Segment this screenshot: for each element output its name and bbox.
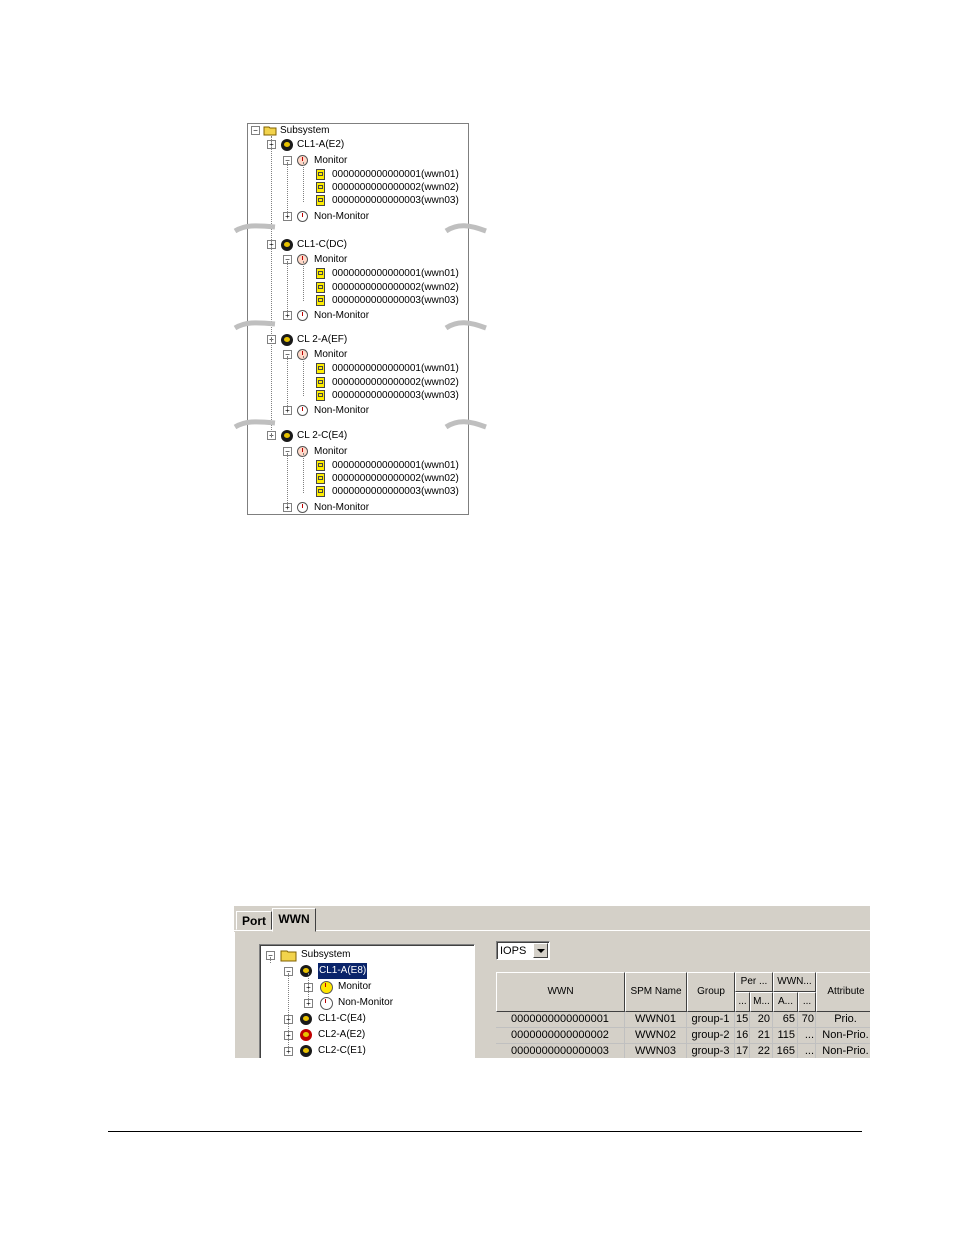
tab-strip-border	[234, 930, 870, 931]
wwn-label: 0000000000000002(wwn02)	[332, 182, 459, 193]
column-header-wwn[interactable]: WWN	[496, 972, 625, 1012]
column-header-wwn-sub1[interactable]: A...	[773, 992, 798, 1012]
tree-connector	[287, 356, 288, 408]
cell-value: ...	[798, 1044, 816, 1058]
non-monitor-clock-icon	[297, 310, 308, 321]
column-header-attribute[interactable]: Attribute	[816, 972, 870, 1012]
cell-value: 70	[798, 1012, 816, 1028]
tree-connector	[303, 453, 304, 493]
subsystem-tree[interactable]	[259, 944, 475, 1058]
monitor-label: Monitor	[314, 349, 348, 360]
expand-icon[interactable]: +	[284, 1047, 293, 1056]
port-icon	[281, 239, 293, 251]
cell-value: 65	[773, 1012, 798, 1028]
tree-connector	[287, 453, 288, 505]
cell-wwn: 0000000000000003	[496, 1044, 625, 1058]
tree-connector	[287, 162, 288, 214]
column-header-group[interactable]: Group	[687, 972, 735, 1012]
cell-value: 17	[735, 1044, 750, 1058]
cell-spm-name: WWN01	[625, 1012, 687, 1028]
tree-non-monitor-item[interactable]	[248, 404, 468, 418]
cell-attribute: Prio.	[816, 1012, 870, 1028]
cell-spm-name: WWN03	[625, 1044, 687, 1058]
tab-port[interactable]: Port	[236, 911, 272, 930]
cell-value: 16	[735, 1028, 750, 1044]
wwn-window	[234, 905, 870, 1058]
monitor-clock-icon	[320, 981, 333, 994]
tree-wwn-item[interactable]	[248, 459, 468, 473]
cell-value: 165	[773, 1044, 798, 1058]
tree-connector	[303, 162, 304, 202]
wwn-icon	[316, 363, 325, 374]
tree-wwn-item[interactable]	[248, 168, 468, 182]
tree-wwn-item[interactable]	[248, 389, 468, 403]
port-icon	[300, 965, 312, 977]
tree-wwn-item[interactable]	[248, 267, 468, 281]
wwn-label: 0000000000000001(wwn01)	[332, 460, 459, 471]
non-monitor-label: Non-Monitor	[314, 405, 370, 416]
non-monitor-label: Non-Monitor	[314, 211, 370, 222]
column-header-spm-name[interactable]: SPM Name	[625, 972, 687, 1012]
collapse-icon[interactable]: −	[283, 255, 292, 264]
wwn-icon	[316, 460, 325, 471]
non-monitor-label: Non-Monitor	[338, 997, 394, 1008]
non-monitor-clock-icon	[297, 405, 308, 416]
wwn-icon	[316, 282, 325, 293]
tab-wwn[interactable]: WWN	[272, 908, 316, 932]
cell-attribute: Non-Prio.	[816, 1044, 870, 1058]
port-icon	[281, 139, 293, 151]
monitor-label: Monitor	[314, 155, 348, 166]
non-monitor-label: Non-Monitor	[314, 502, 370, 513]
port-label: CL1-C(DC)	[297, 239, 347, 250]
tree-wwn-item[interactable]	[248, 181, 468, 195]
column-header-wwn-group[interactable]: WWN...	[773, 972, 816, 992]
selected-port-label: CL1-A(E8)	[318, 963, 367, 979]
wwn-label: 0000000000000001(wwn01)	[332, 169, 459, 180]
collapse-icon[interactable]: −	[284, 967, 293, 976]
tree-root-label: Subsystem	[280, 125, 330, 136]
port-label: CL1-A(E2)	[297, 139, 345, 150]
wwn-label: 0000000000000002(wwn02)	[332, 377, 459, 388]
port-error-icon	[300, 1029, 312, 1041]
collapse-icon[interactable]: −	[283, 447, 292, 456]
non-monitor-clock-icon	[320, 997, 333, 1010]
wwn-label: 0000000000000003(wwn03)	[332, 195, 459, 206]
tree-root[interactable]	[248, 124, 468, 138]
expand-icon[interactable]: +	[267, 335, 276, 344]
tree-wwn-item[interactable]	[248, 376, 468, 390]
metric-select[interactable]	[496, 941, 550, 960]
tree-connector	[303, 261, 304, 301]
folder-icon	[280, 948, 297, 968]
wwn-label: 0000000000000002(wwn02)	[332, 282, 459, 293]
tree-connector	[270, 957, 271, 963]
wwn-icon	[316, 195, 325, 206]
tab-panel	[234, 932, 870, 1058]
footer-divider	[108, 1131, 862, 1132]
folder-icon	[263, 125, 277, 136]
wwn-icon	[316, 295, 325, 306]
wwn-label: 0000000000000001(wwn01)	[332, 363, 459, 374]
wwn-label: 0000000000000003(wwn03)	[332, 486, 459, 497]
tree-connector	[303, 356, 304, 396]
wwn-label: 0000000000000003(wwn03)	[332, 295, 459, 306]
wwn-icon	[316, 473, 325, 484]
column-header-per-sub1[interactable]: ...	[735, 992, 750, 1012]
chevron-down-icon[interactable]	[533, 943, 548, 958]
port-label: CL2-A(E2)	[318, 1029, 366, 1040]
wwn-label: 0000000000000003(wwn03)	[332, 390, 459, 401]
expand-icon[interactable]: +	[283, 212, 292, 221]
tree-monitor-item[interactable]	[248, 445, 468, 459]
tree-wwn-item[interactable]	[248, 294, 468, 308]
expand-icon[interactable]: +	[304, 999, 313, 1008]
wwn-label: 0000000000000002(wwn02)	[332, 473, 459, 484]
column-header-per-sub2[interactable]: M...	[750, 992, 773, 1012]
tree-root-label: Subsystem	[301, 949, 351, 960]
cell-spm-name: WWN02	[625, 1028, 687, 1044]
cell-group: group-3	[687, 1044, 735, 1058]
expand-icon[interactable]: +	[284, 1031, 293, 1040]
port-label: CL1-C(E4)	[318, 1013, 366, 1024]
break-mark-icon	[233, 221, 277, 235]
cell-group: group-1	[687, 1012, 735, 1028]
break-mark-icon	[444, 318, 488, 332]
metric-select-value: IOPS	[500, 945, 527, 957]
column-header-wwn-sub2[interactable]: ...	[798, 992, 816, 1012]
wwn-icon	[316, 182, 325, 193]
expand-icon[interactable]: +	[267, 240, 276, 249]
cell-value: 22	[750, 1044, 773, 1058]
tree-port-item[interactable]	[248, 238, 468, 252]
wwn-label: 0000000000000001(wwn01)	[332, 268, 459, 279]
port-label: CL 2-C(E4)	[297, 430, 348, 441]
cell-wwn: 0000000000000001	[496, 1012, 625, 1028]
cell-group: group-2	[687, 1028, 735, 1044]
break-mark-icon	[444, 417, 488, 431]
tree-port-item[interactable]	[248, 429, 468, 443]
tree-connector	[287, 261, 288, 313]
non-monitor-clock-icon	[297, 502, 308, 513]
expand-icon[interactable]: +	[283, 311, 292, 320]
wwn-icon	[316, 268, 325, 279]
wwn-icon	[316, 169, 325, 180]
cell-wwn: 0000000000000002	[496, 1028, 625, 1044]
tree-wwn-item[interactable]	[248, 362, 468, 376]
tree-wwn-item[interactable]	[248, 194, 468, 208]
port-label: CL 2-A(EF)	[297, 334, 348, 345]
expand-icon[interactable]: +	[283, 406, 292, 415]
expand-icon[interactable]: +	[283, 503, 292, 512]
tree-wwn-item[interactable]	[248, 472, 468, 486]
wwn-icon	[316, 377, 325, 388]
tree-monitor-item[interactable]	[248, 154, 468, 168]
non-monitor-label: Non-Monitor	[314, 310, 370, 321]
cell-value: ...	[798, 1028, 816, 1044]
expand-icon[interactable]: +	[304, 983, 313, 992]
non-monitor-clock-icon	[297, 211, 308, 222]
wwn-icon	[316, 486, 325, 497]
port-icon	[300, 1013, 312, 1025]
wwn-icon	[316, 390, 325, 401]
tree-monitor-item[interactable]	[248, 253, 468, 267]
break-mark-icon	[233, 417, 277, 431]
monitor-label: Monitor	[314, 254, 348, 265]
cell-value: 115	[773, 1028, 798, 1044]
tree-port-item[interactable]	[248, 333, 468, 347]
tree-wwn-item[interactable]	[248, 485, 468, 499]
tree-wwn-item[interactable]	[248, 281, 468, 295]
tree-connector	[308, 973, 309, 1003]
expand-icon[interactable]: +	[267, 431, 276, 440]
tree-monitor-item[interactable]	[248, 348, 468, 362]
tree-port-item[interactable]	[248, 138, 468, 152]
cell-value: 21	[750, 1028, 773, 1044]
tree-connector	[288, 973, 289, 1053]
expand-icon[interactable]: +	[284, 1015, 293, 1024]
cell-attribute: Non-Prio.	[816, 1028, 870, 1044]
collapse-icon[interactable]: −	[251, 126, 260, 135]
column-header-per[interactable]: Per ...	[735, 972, 773, 992]
collapse-icon[interactable]: −	[283, 350, 292, 359]
cell-value: 15	[735, 1012, 750, 1028]
port-label: CL2-C(E1)	[318, 1045, 366, 1056]
monitor-label: Monitor	[314, 446, 348, 457]
break-mark-icon	[444, 221, 488, 235]
port-wwn-tree-figure	[247, 123, 469, 515]
break-mark-icon	[233, 318, 277, 332]
collapse-icon[interactable]: −	[283, 156, 292, 165]
expand-icon[interactable]: +	[267, 140, 276, 149]
tree-non-monitor-item[interactable]	[248, 501, 468, 515]
collapse-icon[interactable]: −	[266, 951, 275, 960]
tree-non-monitor-item[interactable]	[248, 210, 468, 224]
port-icon	[281, 430, 293, 442]
port-icon	[281, 334, 293, 346]
cell-value: 20	[750, 1012, 773, 1028]
monitor-label: Monitor	[338, 981, 372, 992]
tree-non-monitor-item[interactable]	[248, 309, 468, 323]
port-icon	[300, 1045, 312, 1057]
tree-connector	[271, 136, 272, 436]
